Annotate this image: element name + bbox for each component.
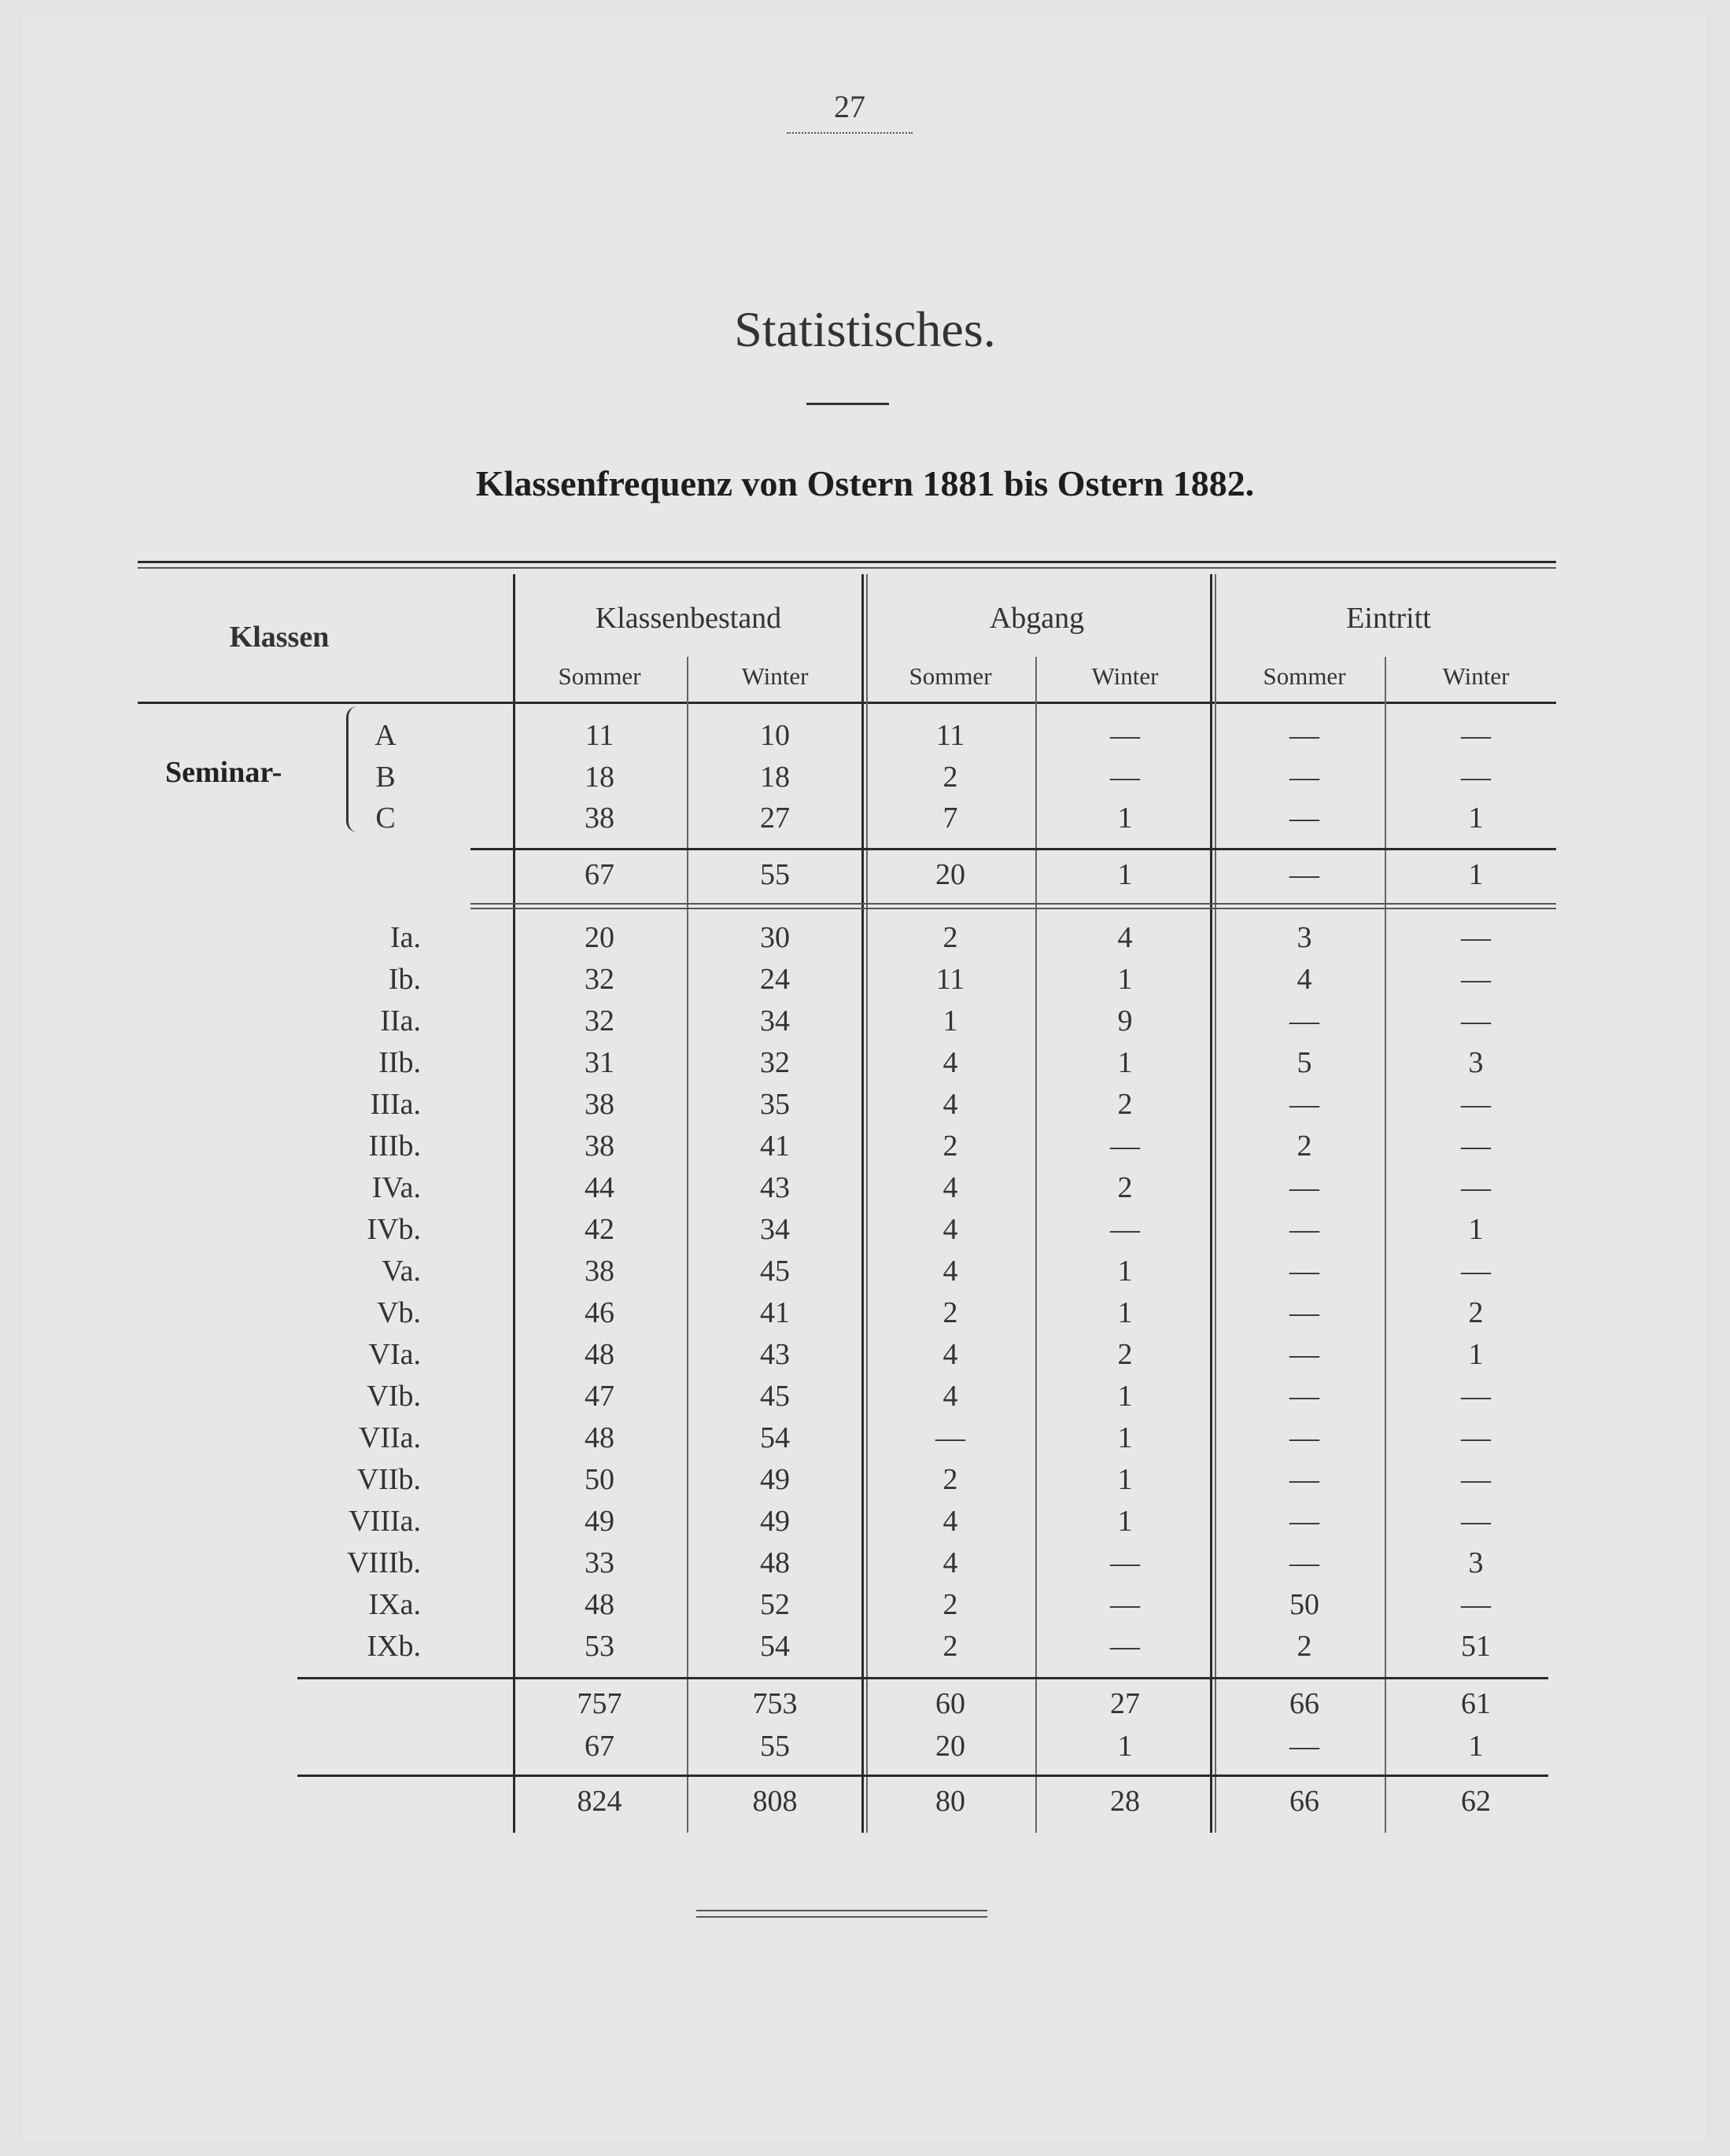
class-row-cell: 2 bbox=[942, 921, 958, 954]
header-klassen: Klassen bbox=[229, 621, 330, 654]
class-row-cell: 5 bbox=[1297, 1046, 1312, 1079]
closing-rule-2 bbox=[696, 1916, 987, 1918]
class-row-label: VIIb. bbox=[356, 1463, 421, 1496]
class-row-cell: 49 bbox=[585, 1505, 614, 1538]
class-row-cell: 2 bbox=[1297, 1630, 1312, 1663]
class-row-label: VIIIb. bbox=[347, 1546, 421, 1579]
class-row-cell: — bbox=[1110, 1588, 1140, 1621]
class-row-cell: 2 bbox=[1117, 1338, 1133, 1371]
page-number: 27 bbox=[834, 89, 865, 124]
seminar-row-cell: 7 bbox=[942, 802, 958, 835]
seminar-row-cell: — bbox=[1289, 802, 1319, 835]
class-row-cell: — bbox=[1289, 1463, 1319, 1496]
class-subtotal-rule bbox=[297, 1677, 1548, 1679]
seminar-row-label: C bbox=[375, 802, 396, 835]
seminar-total-rule bbox=[470, 903, 1556, 905]
class-row-cell: — bbox=[1461, 1130, 1491, 1163]
class-row-cell: 4 bbox=[942, 1171, 958, 1204]
class-row-cell: 45 bbox=[760, 1380, 790, 1413]
subcolumn-rule bbox=[1035, 657, 1037, 1833]
class-row-label: IIIb. bbox=[368, 1130, 421, 1163]
group-rule bbox=[861, 574, 864, 1833]
class-row-cell: 49 bbox=[760, 1463, 790, 1496]
seminar-row-cell: — bbox=[1289, 719, 1319, 752]
seminar-row-cell: 18 bbox=[760, 761, 790, 794]
header-subcolumn: Winter bbox=[1091, 662, 1159, 690]
class-row-cell: 41 bbox=[760, 1296, 790, 1329]
grand-total-row-cell: 62 bbox=[1461, 1785, 1491, 1818]
class-row-cell: — bbox=[1289, 1004, 1319, 1037]
class-row-cell: 38 bbox=[585, 1130, 614, 1163]
group-rule-2 bbox=[1215, 574, 1216, 1833]
class-row-cell: 2 bbox=[942, 1588, 958, 1621]
seminar-row-cell: — bbox=[1461, 761, 1491, 794]
group-rule bbox=[1210, 574, 1212, 1833]
class-row-cell: 4 bbox=[942, 1380, 958, 1413]
subtotal-row-cell: 67 bbox=[585, 1730, 614, 1763]
class-row-cell: 2 bbox=[1117, 1088, 1133, 1121]
page-number-rule bbox=[787, 132, 913, 134]
class-row-cell: — bbox=[1110, 1213, 1140, 1246]
subtotal-row-cell: 27 bbox=[1110, 1687, 1140, 1720]
class-row-label: Vb. bbox=[377, 1296, 421, 1329]
seminar-row-label: A bbox=[374, 719, 397, 752]
class-row-cell: — bbox=[1110, 1630, 1140, 1663]
class-row-cell: 2 bbox=[1297, 1130, 1312, 1163]
class-row-cell: 33 bbox=[585, 1546, 614, 1579]
seminar-total-rule-2 bbox=[470, 908, 1556, 909]
class-row-cell: 43 bbox=[760, 1171, 790, 1204]
subtotal-row-cell: 20 bbox=[935, 1730, 965, 1763]
class-row-cell: 48 bbox=[585, 1588, 614, 1621]
seminar-row-cell: 1 bbox=[1468, 802, 1484, 835]
class-row-cell: 20 bbox=[585, 921, 614, 954]
subcolumn-rule bbox=[687, 657, 688, 1833]
class-row-cell: 42 bbox=[585, 1213, 614, 1246]
class-row-cell: 31 bbox=[585, 1046, 614, 1079]
table-title: Klassenfrequenz von Ostern 1881 bis Ostern 1882. bbox=[475, 463, 1255, 503]
header-subcolumn: Sommer bbox=[1263, 662, 1346, 690]
class-row-cell: 50 bbox=[585, 1463, 614, 1496]
class-row-cell: 54 bbox=[760, 1630, 790, 1663]
class-row-cell: 53 bbox=[585, 1630, 614, 1663]
seminar-row-cell: 10 bbox=[760, 719, 790, 752]
class-row-cell: 38 bbox=[585, 1088, 614, 1121]
seminar-total-row-cell: 20 bbox=[935, 858, 965, 891]
class-row-cell: 3 bbox=[1468, 1046, 1484, 1079]
class-row-label: Ia. bbox=[389, 921, 421, 954]
class-row-cell: 45 bbox=[760, 1255, 790, 1288]
class-row-cell: 9 bbox=[1117, 1004, 1133, 1037]
seminar-total-row-cell: 1 bbox=[1468, 858, 1484, 891]
subtotal-row-cell: 60 bbox=[935, 1687, 965, 1720]
class-row-cell: 4 bbox=[942, 1338, 958, 1371]
seminar-row-cell: — bbox=[1110, 761, 1140, 794]
class-row-cell: 2 bbox=[1117, 1171, 1133, 1204]
class-row-cell: 4 bbox=[942, 1088, 958, 1121]
class-row-cell: — bbox=[1461, 1171, 1491, 1204]
class-row-cell: 2 bbox=[1468, 1296, 1484, 1329]
class-row-cell: — bbox=[1461, 1088, 1491, 1121]
subtotal-row-cell: 66 bbox=[1289, 1687, 1319, 1720]
class-row-label: VIb. bbox=[367, 1380, 421, 1413]
class-row-cell: 32 bbox=[760, 1046, 790, 1079]
class-row-cell: — bbox=[1461, 1505, 1491, 1538]
class-row-cell: 34 bbox=[760, 1213, 790, 1246]
class-row-label: IIb. bbox=[378, 1046, 421, 1079]
class-row-cell: 1 bbox=[942, 1004, 958, 1037]
class-row-label: Va. bbox=[382, 1255, 421, 1288]
seminar-row-cell: 1 bbox=[1117, 802, 1133, 835]
class-row-cell: 48 bbox=[585, 1421, 614, 1454]
subtotal-row-cell: 61 bbox=[1461, 1687, 1491, 1720]
class-row-cell: — bbox=[1110, 1546, 1140, 1579]
class-row-cell: — bbox=[1289, 1255, 1319, 1288]
class-row-cell: 2 bbox=[942, 1296, 958, 1329]
subcolumn-rule bbox=[1385, 657, 1386, 1833]
class-row-label: IXb. bbox=[367, 1630, 421, 1663]
grand-total-row-cell: 28 bbox=[1110, 1785, 1140, 1818]
seminar-row-cell: — bbox=[1289, 761, 1319, 794]
header-group: Abgang bbox=[989, 602, 1085, 635]
class-row-cell: — bbox=[1461, 1588, 1491, 1621]
subtotal-row-cell: 1 bbox=[1468, 1730, 1484, 1763]
seminar-row-cell: 2 bbox=[942, 761, 958, 794]
class-row-label: Ib. bbox=[388, 963, 421, 996]
class-row-cell: — bbox=[1461, 1463, 1491, 1496]
class-row-cell: — bbox=[1289, 1171, 1319, 1204]
class-row-label: IXa. bbox=[368, 1588, 421, 1621]
class-row-cell: — bbox=[1461, 1421, 1491, 1454]
class-row-label: VIa. bbox=[368, 1338, 421, 1371]
class-row-cell: 2 bbox=[942, 1463, 958, 1496]
class-row-cell: 1 bbox=[1117, 1296, 1133, 1329]
grand-total-rule bbox=[297, 1775, 1548, 1777]
class-row-cell: 2 bbox=[942, 1630, 958, 1663]
class-row-cell: 4 bbox=[942, 1046, 958, 1079]
header-subcolumn: Winter bbox=[1442, 662, 1510, 690]
class-row-cell: — bbox=[1289, 1213, 1319, 1246]
title-rule bbox=[806, 403, 889, 405]
class-row-label: IIIa. bbox=[370, 1088, 421, 1121]
class-row-cell: 43 bbox=[760, 1338, 790, 1371]
grand-total-row-cell: 80 bbox=[935, 1785, 965, 1818]
header-subcolumn: Sommer bbox=[558, 662, 641, 690]
class-row-cell: 24 bbox=[760, 963, 790, 996]
class-row-cell: — bbox=[1289, 1296, 1319, 1329]
class-row-cell: 1 bbox=[1468, 1338, 1484, 1371]
class-row-cell: 2 bbox=[942, 1130, 958, 1163]
class-row-cell: 1 bbox=[1117, 1046, 1133, 1079]
class-row-label: VIIIa. bbox=[349, 1505, 421, 1538]
seminar-row-label: B bbox=[375, 761, 396, 794]
subtotal-row-cell: 753 bbox=[752, 1687, 798, 1720]
seminar-total-row-cell: 1 bbox=[1117, 858, 1133, 891]
subtotal-row-cell: 757 bbox=[577, 1687, 622, 1720]
grand-total-row-cell: 808 bbox=[752, 1785, 798, 1818]
class-row-cell: — bbox=[1289, 1088, 1319, 1121]
class-row-cell: — bbox=[1461, 1380, 1491, 1413]
class-row-cell: — bbox=[1289, 1546, 1319, 1579]
class-row-label: IIa. bbox=[380, 1004, 421, 1037]
header-bottom-rule bbox=[138, 702, 1556, 704]
grand-total-row-cell: 824 bbox=[577, 1785, 622, 1818]
grand-total-row-cell: 66 bbox=[1289, 1785, 1319, 1818]
class-row-cell: 4 bbox=[942, 1255, 958, 1288]
seminar-row-cell: 27 bbox=[760, 802, 790, 835]
page-title: Statistisches. bbox=[734, 301, 996, 357]
class-row-cell: — bbox=[1461, 1004, 1491, 1037]
header-group: Klassenbestand bbox=[595, 602, 782, 635]
class-row-cell: 32 bbox=[585, 1004, 614, 1037]
class-row-cell: — bbox=[1289, 1421, 1319, 1454]
seminar-brace bbox=[346, 706, 363, 832]
group-rule-2 bbox=[866, 574, 868, 1833]
seminar-label: Seminar- bbox=[165, 756, 282, 789]
class-row-cell: — bbox=[1289, 1338, 1319, 1371]
header-group: Eintritt bbox=[1346, 602, 1431, 635]
class-row-cell: 1 bbox=[1117, 1463, 1133, 1496]
seminar-total-row-cell: — bbox=[1289, 858, 1319, 891]
class-row-cell: 4 bbox=[942, 1546, 958, 1579]
class-row-cell: 1 bbox=[1117, 1421, 1133, 1454]
class-row-cell: — bbox=[1289, 1505, 1319, 1538]
table-top-rule bbox=[138, 561, 1556, 563]
class-row-cell: 30 bbox=[760, 921, 790, 954]
class-row-label: IVa. bbox=[371, 1171, 421, 1204]
class-row-cell: 1 bbox=[1117, 963, 1133, 996]
class-row-cell: 4 bbox=[942, 1505, 958, 1538]
seminar-row-cell: 11 bbox=[935, 719, 965, 752]
class-row-cell: 48 bbox=[585, 1338, 614, 1371]
header-subcolumn: Sommer bbox=[909, 662, 992, 690]
class-row-cell: — bbox=[1289, 1380, 1319, 1413]
class-row-cell: 4 bbox=[942, 1213, 958, 1246]
class-row-cell: 41 bbox=[760, 1130, 790, 1163]
class-row-cell: 3 bbox=[1297, 921, 1312, 954]
class-row-cell: 38 bbox=[585, 1255, 614, 1288]
seminar-row-cell: — bbox=[1461, 719, 1491, 752]
class-row-cell: 48 bbox=[760, 1546, 790, 1579]
class-row-cell: — bbox=[935, 1421, 965, 1454]
class-row-cell: 49 bbox=[760, 1505, 790, 1538]
class-row-cell: — bbox=[1461, 1255, 1491, 1288]
seminar-subtotal-rule bbox=[470, 848, 1556, 850]
class-row-cell: 50 bbox=[1289, 1588, 1319, 1621]
seminar-total-row-cell: 55 bbox=[760, 858, 790, 891]
class-row-cell: 4 bbox=[1297, 963, 1312, 996]
closing-rule bbox=[696, 1910, 987, 1911]
class-row-cell: 4 bbox=[1117, 921, 1133, 954]
class-row-cell: 47 bbox=[585, 1380, 614, 1413]
class-row-cell: 1 bbox=[1468, 1213, 1484, 1246]
class-row-cell: 54 bbox=[760, 1421, 790, 1454]
seminar-row-cell: — bbox=[1110, 719, 1140, 752]
header-subcolumn: Winter bbox=[741, 662, 809, 690]
subtotal-row-cell: 1 bbox=[1117, 1730, 1133, 1763]
table-top-rule-2 bbox=[138, 567, 1556, 569]
class-row-label: VIIa. bbox=[358, 1421, 421, 1454]
class-row-cell: 52 bbox=[760, 1588, 790, 1621]
class-row-cell: 46 bbox=[585, 1296, 614, 1329]
subtotal-row-cell: 55 bbox=[760, 1730, 790, 1763]
class-row-cell: 35 bbox=[760, 1088, 790, 1121]
seminar-total-row-cell: 67 bbox=[585, 858, 614, 891]
seminar-row-cell: 11 bbox=[585, 719, 614, 752]
class-row-cell: 3 bbox=[1468, 1546, 1484, 1579]
class-row-cell: — bbox=[1461, 921, 1491, 954]
class-row-cell: 51 bbox=[1461, 1630, 1491, 1663]
subtotal-row-cell: — bbox=[1289, 1730, 1319, 1763]
class-row-cell: 11 bbox=[935, 963, 965, 996]
class-row-cell: 32 bbox=[585, 963, 614, 996]
seminar-row-cell: 38 bbox=[585, 802, 614, 835]
class-row-cell: 34 bbox=[760, 1004, 790, 1037]
class-row-cell: 1 bbox=[1117, 1380, 1133, 1413]
class-row-cell: 1 bbox=[1117, 1505, 1133, 1538]
class-row-cell: — bbox=[1461, 963, 1491, 996]
class-row-label: IVb. bbox=[367, 1213, 421, 1246]
seminar-row-cell: 18 bbox=[585, 761, 614, 794]
class-row-cell: 1 bbox=[1117, 1255, 1133, 1288]
class-row-cell: 44 bbox=[585, 1171, 614, 1204]
class-row-cell: — bbox=[1110, 1130, 1140, 1163]
klassen-column-rule bbox=[513, 574, 515, 1833]
